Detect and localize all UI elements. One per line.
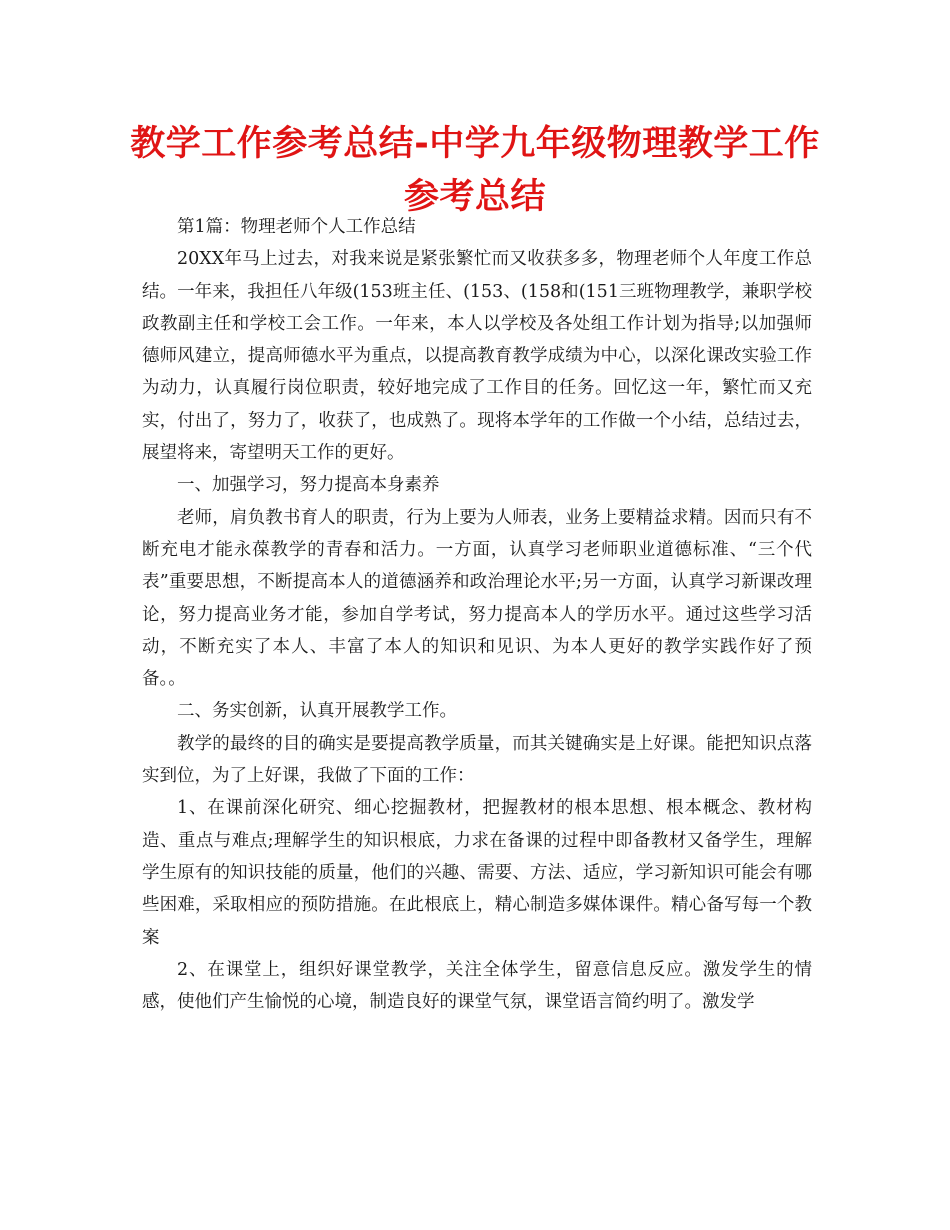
- section-heading: 第1篇：物理老师个人工作总结: [177, 217, 416, 237]
- body-paragraph: 1、在课前深化研究、细心挖掘教材，把握教材的根本思想、根本概念、教材构造、重点与难点;理解学生的知识根底，力求在备课的过程中即备教材又备学生，理解学生原有的知识技能的质量，他们的兴趣、需要、方法、适应，学习新知识可能会有哪些困难，采取相应的预防措施。在此根底上，精心制造多媒体课件。精心备写每一个教案: [142, 798, 812, 948]
- body-paragraph: 教学的最终的目的确实是要提高教学质量，而其关键确实是上好课。能把知识点落实到位，为了上好课，我做了下面的工作：: [142, 733, 812, 787]
- section-heading: 一、加强学习，努力提高本身素养: [177, 475, 440, 496]
- body-paragraph: 20XX年马上过去，对我来说是紧张繁忙而又收获多多，物理老师个人年度工作总结。一年来，我担任八年级(153班主任、(153、(158和(151三班物理教学，兼职学校政教副主任和学校工会工作。一年来，本人以学校及各处组工作计划为指导;以加强师德师风建立，提高师德水平为重点，以提高教育教学成绩为中心，以深化课改实验工作为动力，认真履行岗位职责，较好地完成了工作目的任务。回忆这一年，繁忙而又充实，付出了，努力了，收获了，也成熟了。现将本学年的工作做一个小结，总结过去，展望将来，寄望明天工作的更好。: [142, 249, 812, 464]
- document-body: [142, 211, 812, 1018]
- body-paragraph: 老师，肩负教书育人的职责，行为上要为人师表，业务上要精益求精。因而只有不断充电才能永葆教学的青春和活力。一方面，认真学习老师职业道德标准、“三个代表”重要思想，不断提高本人的道德涵养和政治理论水平;另一方面，认真学习新课改理论，努力提高业务才能，参加自学考试，努力提高本人的学历水平。通过这些学习活动，不断充实了本人、丰富了本人的知识和见识、为本人更好的教学实践作好了预备。。: [142, 507, 812, 690]
- section-heading: 二、务实创新，认真开展教学工作。: [177, 701, 457, 722]
- document-title: 教学工作参考总结-中学九年级物理教学工作参考总结: [130, 124, 820, 217]
- body-paragraph: 2、在课堂上，组织好课堂教学，关注全体学生，留意信息反应。激发学生的情感，使他们产生愉悦的心境，制造良好的课堂气氛，课堂语言简约明了。激发学: [142, 959, 812, 1013]
